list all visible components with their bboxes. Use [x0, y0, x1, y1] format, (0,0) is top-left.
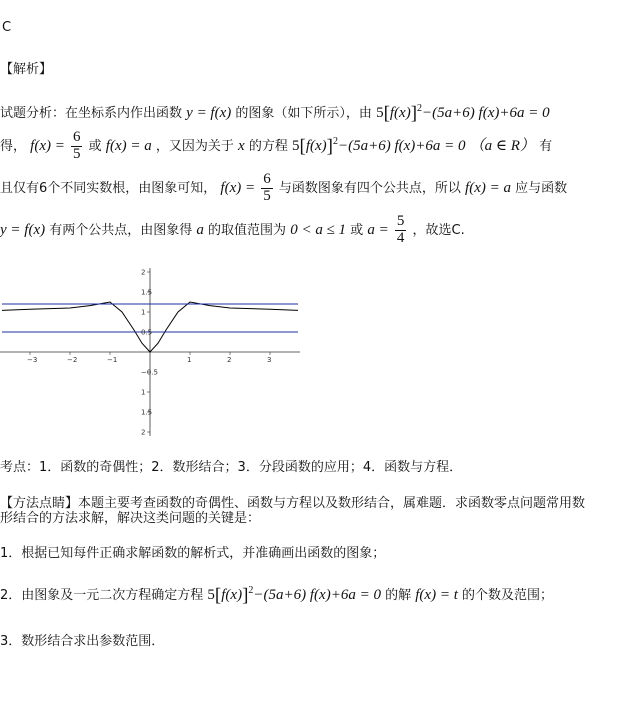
f-eq: f(x) = [30, 137, 65, 154]
x-tick-label: −3 [27, 356, 38, 364]
var-a: a [196, 221, 204, 238]
analysis-line-4 [0, 214, 465, 247]
analysis-line-1 [0, 102, 550, 125]
text: 的方程 [248, 138, 288, 154]
method-line-1: 【方法点睛】本题主要考查函数的奇偶性、函数与方程以及数形结合，属难题．求函数零点问题常用数 [0, 496, 586, 511]
f-eq: f(x) = [220, 179, 256, 196]
y-tick-label: 1 [141, 388, 146, 397]
text: 的个数及范围； [462, 588, 554, 603]
text: ，又因为关于 [155, 138, 234, 154]
a-eq: a = [367, 221, 389, 238]
function-expr: y = f(x) [186, 105, 232, 121]
equation: $5[f(x)]^2-(5a+6) f(x)+6a = 0$ [376, 103, 550, 124]
y-tick-label: 0.5 [141, 328, 153, 337]
text: 且仅有6个不同实数根，由图象可知， [0, 180, 217, 196]
var-x: x [238, 137, 245, 154]
text: 有两个公共点，由图象得 [49, 222, 193, 238]
function-graph [0, 268, 300, 436]
analysis-line-2 [0, 130, 552, 163]
range: 0 < a ≤ 1 [290, 221, 347, 238]
method-step-1: 1．根据已知每件正确求解函数的解析式，并准确画出函数的图象； [0, 546, 386, 561]
text: 的取值范围为 [208, 222, 287, 238]
text: 得， [0, 138, 27, 154]
kaodian: 考点：1．函数的奇偶性；2．数形结合；3．分段函数的应用；4．函数与方程． [0, 460, 463, 475]
text: 的图象（如下所示），由 [235, 106, 372, 121]
x-tick-label: 2 [227, 356, 232, 364]
fraction-5-4: $\frac{5}{4}$ [396, 213, 405, 246]
x-tick-label: 3 [267, 356, 272, 364]
text: 的解 [385, 588, 412, 603]
f-eq-a: f(x) = a [465, 179, 511, 196]
y-tick-label: 2 [141, 428, 146, 436]
analysis-header: 【解析】 [0, 62, 53, 77]
text: 与函数图象有四个公共点，所以 [278, 180, 461, 196]
text: 2．由图象及一元二次方程确定方程 [0, 588, 204, 603]
method-line-2: 形结合的方法求解，解决这类问题的关键是： [0, 511, 261, 526]
text: 试题分析：在坐标系内作出函数 [0, 106, 183, 121]
text: 或 [88, 138, 102, 154]
method-step-3: 3．数形结合求出参数范围． [0, 634, 165, 649]
condition: （a ∈ R） [469, 137, 535, 154]
function-expr: y = f(x) [0, 221, 46, 238]
y-tick-label: 1.5 [141, 288, 153, 297]
fraction-6-5: $\frac{6}{5}$ [263, 171, 271, 204]
answer-letter: C [2, 20, 12, 35]
y-tick-label: 1.5 [141, 408, 153, 417]
text: 有 [539, 138, 553, 154]
text: 应与函数 [515, 180, 568, 196]
f-eq-t: f(x) = t [415, 587, 458, 603]
fraction-6-5: $\frac{6}{5}$ [72, 129, 81, 162]
x-tick-label: −2 [67, 356, 78, 364]
text: 或 [350, 222, 364, 238]
x-tick-label: −1 [107, 356, 118, 364]
method-step-2 [0, 584, 553, 607]
text: ，故选C. [412, 222, 465, 238]
y-tick-label: −0.5 [141, 368, 158, 377]
equation-3: $5[f(x)]^2-(5a+6) f(x)+6a = 0$ [207, 585, 381, 606]
y-tick-label: 2 [141, 268, 146, 277]
analysis-line-3 [0, 172, 567, 205]
y-tick-label: 1 [141, 308, 146, 317]
equation-2: $5[f(x)]^2-(5a+6) f(x)+6a = 0$ [291, 135, 466, 157]
x-tick-label: 1 [187, 356, 192, 364]
f-eq-a: f(x) = a [105, 137, 152, 154]
